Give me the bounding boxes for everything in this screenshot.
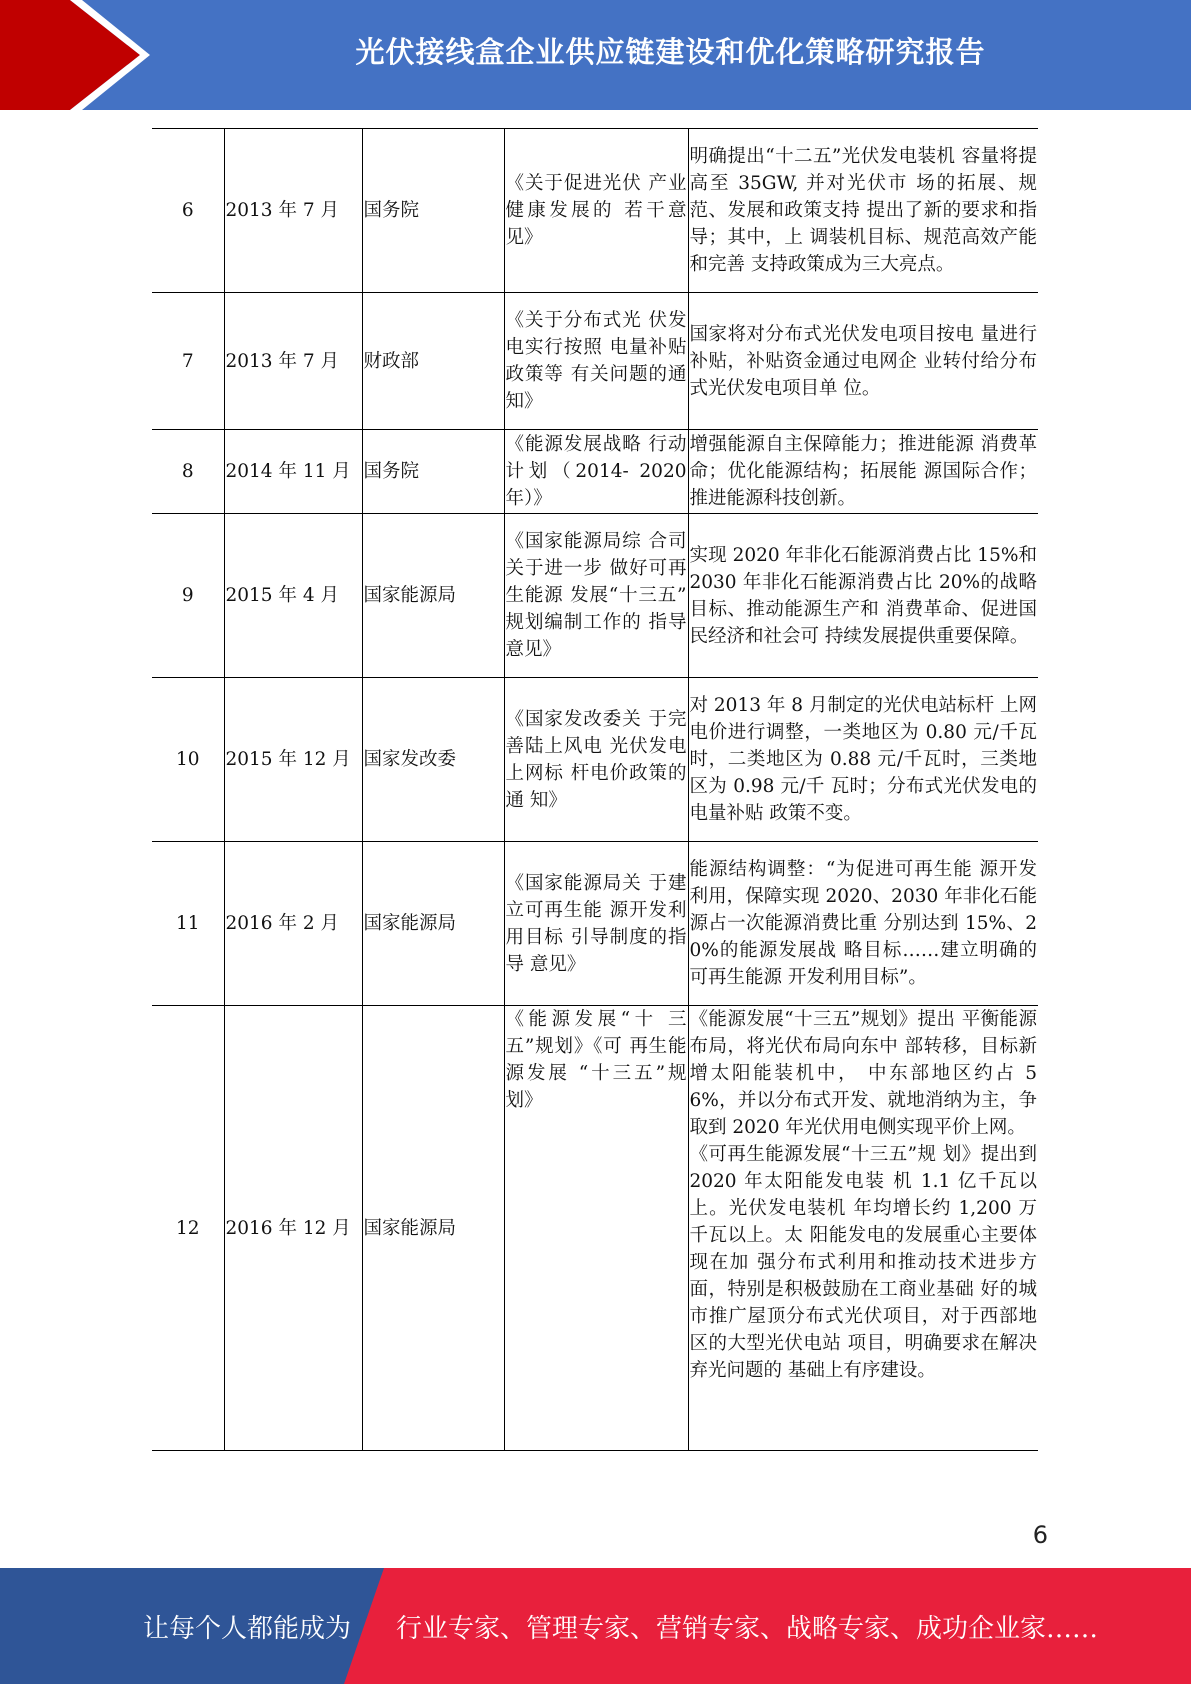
row-date: 2015 年 12 月 xyxy=(224,678,362,842)
row-policy-name: 《能源发展“十 三五”规划》《可 再生能源发展 “十三五”规划》 xyxy=(504,1006,688,1451)
row-department: 国家能源局 xyxy=(362,842,504,1006)
row-date: 2016 年 2 月 xyxy=(224,842,362,1006)
row-number: 12 xyxy=(152,1006,224,1451)
row-department: 国务院 xyxy=(362,430,504,514)
row-number: 7 xyxy=(152,293,224,430)
row-policy-name: 《国家能源局综 合司关于进一步 做好可再生能源 发展“十三五” 规划编制工作的 指导意见》 xyxy=(504,514,688,678)
row-policy-content: 增强能源自主保障能力；推进能源 消费革命；优化能源结构；拓展能 源国际合作；推进能源科技创新。 xyxy=(688,430,1038,514)
row-policy-content xyxy=(688,1006,1038,1451)
page-footer xyxy=(0,1568,1191,1684)
footer-slogan-right: 行业专家、管理专家、营销专家、战略专家、成功企业家…… xyxy=(396,1613,1099,1644)
row-policy-name: 《国家发改委关 于完善陆上风电 光伏发电上网标 杆电价政策的通 知》 xyxy=(504,678,688,842)
table-row xyxy=(152,430,1038,514)
page-header xyxy=(0,0,1191,110)
row-policy-content: 国家将对分布式光伏发电项目按电 量进行补贴，补贴资金通过电网企 业转付给分布式光伏发电项目单 位。 xyxy=(688,293,1038,430)
row-policy-content: 能源结构调整：“为促进可再生能 源开发利用，保障实现 2020、2030 年非化石能源占一次能源消费比重 分别达到 15%、20%的能源发展战 略目标……建立明确的可再生能源 开发利用目标”。 xyxy=(688,842,1038,1006)
row-date: 2016 年 12 月 xyxy=(224,1006,362,1451)
table-row xyxy=(152,842,1038,1006)
table-row xyxy=(152,678,1038,842)
row-department: 国务院 xyxy=(362,129,504,293)
header-arrow-decoration xyxy=(0,0,150,110)
footer-slogan-left: 让每个人都能成为 xyxy=(143,1613,352,1644)
table-row xyxy=(152,514,1038,678)
table-row xyxy=(152,129,1038,293)
page-number: 6 xyxy=(1032,1521,1048,1549)
row-policy-name: 《关于促进光伏 产业健康发展的 若干意见》 xyxy=(504,129,688,293)
policy-content-paragraph: 《能源发展“十三五”规划》提出 平衡能源布局，将光伏布局向东中 部转移，目标新增太阳能装机中， 中东部地区约占 56%，并以分布式开发、就地消纳为主，争取到 2020 年光伏用电侧实现平价上网。 xyxy=(689,1009,1037,1138)
row-date: 2014 年 11 月 xyxy=(224,430,362,514)
row-number: 11 xyxy=(152,842,224,1006)
row-policy-content: 实现 2020 年非化石能源消费占比 15%和 2030 年非化石能源消费占比 20%的战略目标、推动能源生产和 消费革命、促进国民经济和社会可 持续发展提供重要保障。 xyxy=(688,514,1038,678)
row-number: 6 xyxy=(152,129,224,293)
row-date: 2013 年 7 月 xyxy=(224,129,362,293)
row-department: 财政部 xyxy=(362,293,504,430)
report-title: 光伏接线盒企业供应链建设和优化策略研究报告 xyxy=(355,34,986,69)
row-policy-name: 《关于分布式光 伏发电实行按照 电量补贴政策等 有关问题的通 知》 xyxy=(504,293,688,430)
row-policy-content: 对 2013 年 8 月制定的光伏电站标杆 上网电价进行调整，一类地区为 0.80 元/千瓦时，二类地区为 0.88 元/千瓦时，三类地区为 0.98 元/千 瓦时；分布式光伏发电的电量补贴 政策不变。 xyxy=(688,678,1038,842)
row-policy-name: 《国家能源局关 于建立可再生能 源开发利用目标 引导制度的指导 意见》 xyxy=(504,842,688,1006)
row-date: 2013 年 7 月 xyxy=(224,293,362,430)
row-number: 10 xyxy=(152,678,224,842)
table-row xyxy=(152,1006,1038,1451)
row-number: 8 xyxy=(152,430,224,514)
row-policy-name: 《能源发展战略 行动计划（2014- 2020 年）》 xyxy=(504,430,688,514)
row-department: 国家能源局 xyxy=(362,514,504,678)
row-department: 国家发改委 xyxy=(362,678,504,842)
row-policy-content: 明确提出“十二五”光伏发电装机 容量将提高至 35GW, 并对光伏市 场的拓展、规范、发展和政策支持 提出了新的要求和指导；其中，上 调装机目标、规范高效产能和完善 支持政策成为三大亮点。 xyxy=(688,129,1038,293)
row-department: 国家能源局 xyxy=(362,1006,504,1451)
table-row xyxy=(152,293,1038,430)
row-date: 2015 年 4 月 xyxy=(224,514,362,678)
policy-content-paragraph: 《可再生能源发展“十三五”规 划》提出到 2020 年太阳能发电装 机 1.1 亿千瓦以上。光伏发电装机 年均增长约 1,200 万千瓦以上。太 阳能发电的发展重心主要体现在加 强分布式利用和推动技术进步方 面，特别是积极鼓励在工商业基础 好的城市推广屋顶分布式光伏项目，对于西部地区的大型光伏电站 项目，明确要求在解决弃光问题的 基础上有序建设。 xyxy=(689,1144,1037,1381)
row-number: 9 xyxy=(152,514,224,678)
policy-table xyxy=(152,128,1038,1451)
